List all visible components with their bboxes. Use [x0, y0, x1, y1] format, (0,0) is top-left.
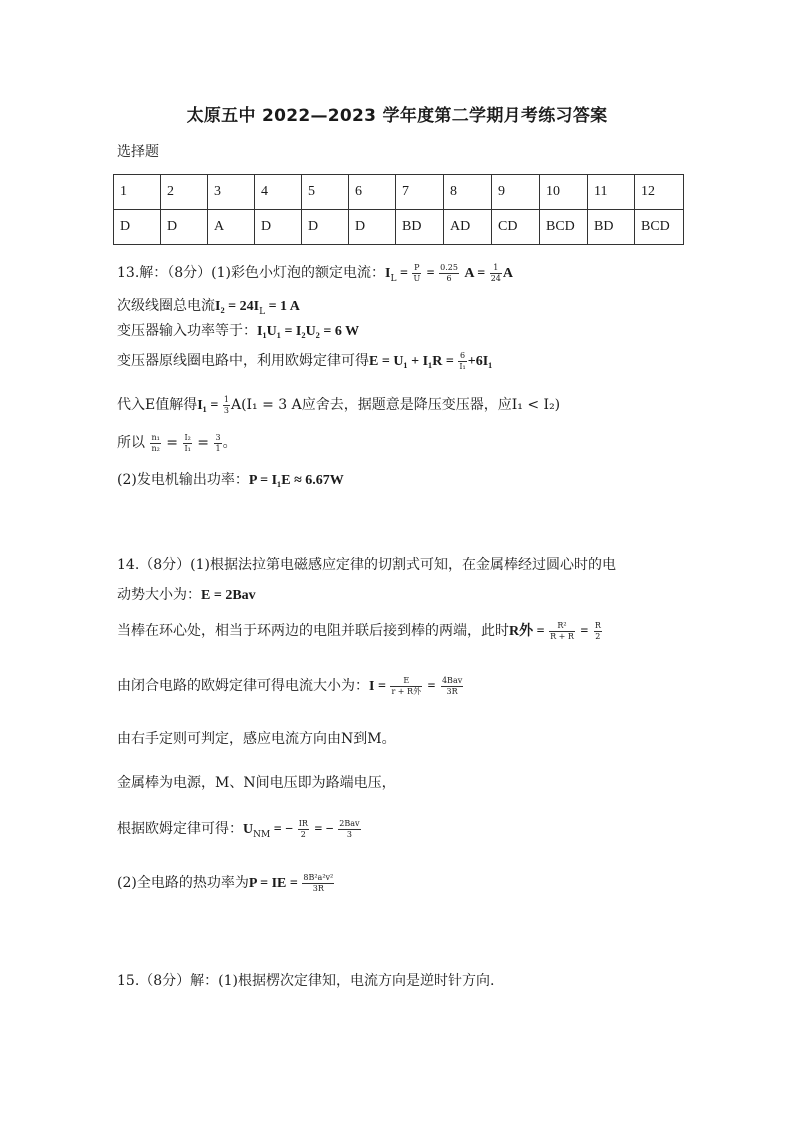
q14-line-2: [117, 584, 256, 604]
denominator: 3R: [312, 883, 324, 893]
denominator: 2: [595, 631, 601, 641]
text: 次级线圈总电流: [117, 298, 215, 314]
table-cell: D: [255, 210, 302, 245]
q14-line-8: [117, 872, 335, 894]
denominator: n₂: [151, 443, 160, 453]
table-row-answers: [114, 210, 684, 245]
q13-line-2: [117, 295, 300, 317]
q14-line-6: 金属棒为电源，M、N间电压即为路端电压，: [117, 775, 396, 791]
math: U: [243, 822, 254, 837]
math: =: [396, 266, 412, 281]
text: 。: [222, 435, 237, 451]
text: 代入E值解得: [117, 397, 198, 413]
math: E = 2Bav: [201, 588, 256, 603]
numerator: 0.25: [440, 262, 458, 272]
denominator: R + R: [550, 631, 574, 641]
math: I₁U₁ = I₂U₂ = 6 W: [257, 324, 360, 339]
denominator: 2: [300, 829, 306, 839]
table-cell: 6: [349, 175, 396, 210]
math: = −: [270, 822, 297, 837]
table-cell: D: [349, 210, 396, 245]
denominator: 3: [223, 405, 229, 415]
numerator: R: [594, 620, 601, 630]
text: 根据欧姆定律可得：: [117, 821, 243, 837]
numerator: 2Bav: [339, 818, 360, 828]
document-title: 太原五中 2022—2023 学年度第二学期月考练习答案: [186, 106, 608, 126]
text: 所以: [117, 435, 145, 451]
table-cell: 9: [492, 175, 540, 210]
table-cell: 3: [208, 175, 255, 210]
fraction: [441, 676, 463, 697]
math: =: [166, 435, 183, 451]
table-cell: BCD: [540, 210, 588, 245]
math: A: [502, 266, 514, 281]
text: 由闭合电路的欧姆定律可得电流大小为：: [117, 678, 369, 694]
fraction: [214, 433, 221, 454]
table-cell: BCD: [635, 210, 684, 245]
numerator: R²: [549, 621, 575, 632]
numerator: 4Bav: [441, 675, 463, 685]
fraction: [183, 433, 191, 454]
denominator: 24: [490, 273, 501, 283]
denominator: 6: [446, 273, 452, 283]
fraction: [490, 263, 502, 284]
q14-line-4: 由闭合电路的欧姆定律可得电流大小为：I = $\frac{E}{\text{r + R外}}$ = $\frac{\text{4Bav}}{3R}$: [117, 675, 463, 696]
denominator: 3: [346, 829, 352, 839]
denominator: 3R: [446, 686, 458, 696]
math: R外 =: [509, 624, 549, 639]
q14-line-5: 由右手定则可判定，感应电流方向由N到M。: [117, 731, 396, 747]
section-label: 选择题: [117, 144, 159, 160]
table-cell: 11: [588, 175, 635, 210]
table-cell: D: [302, 210, 349, 245]
table-cell: A: [208, 210, 255, 245]
q13-line-6: [117, 432, 237, 454]
q13-line-4: [117, 350, 492, 372]
math: I =: [369, 679, 390, 694]
fraction: [302, 873, 334, 894]
q13-line-1: [117, 262, 513, 284]
answer-table: [113, 174, 684, 245]
table-cell: 5: [302, 175, 349, 210]
math: P = I₁E ≈ 6.67W: [248, 473, 344, 488]
math: A =: [464, 266, 489, 281]
table-cell: 4: [255, 175, 302, 210]
math: P = IE =: [248, 876, 302, 891]
text: (2)发电机输出功率：: [117, 472, 249, 488]
math: =: [197, 435, 214, 451]
math: I₁ =: [197, 398, 222, 413]
table-cell: D: [114, 210, 161, 245]
fraction: [549, 621, 575, 642]
fraction: [458, 351, 466, 372]
denominator: I₁: [184, 443, 191, 453]
numerator: E: [390, 676, 422, 687]
math: E = U₁ + I₁R =: [369, 354, 458, 369]
numerator: 1: [223, 394, 229, 404]
fraction: [223, 395, 230, 416]
q13-line-5: [117, 394, 560, 416]
text: 变压器原线圈电路中，利用欧姆定律可得: [117, 353, 369, 369]
fraction: [439, 263, 459, 284]
table-cell: D: [161, 210, 208, 245]
text: 13.解：（8分）(1)彩色小灯泡的额定电流：: [117, 265, 386, 281]
text: (2)全电路的热功率为: [117, 875, 249, 891]
text: 动势大小为：: [117, 587, 201, 603]
fraction: [298, 819, 309, 840]
math: I₂ = 24I: [215, 299, 260, 314]
table-cell: 2: [161, 175, 208, 210]
numerator: 6: [459, 350, 466, 360]
math: I: [385, 266, 391, 281]
text: 变压器输入功率等于：: [117, 323, 257, 339]
table-cell: 12: [635, 175, 684, 210]
math: = 1 A: [265, 299, 300, 314]
math-sub: L: [259, 306, 266, 317]
table-cell: CD: [492, 210, 540, 245]
denominator: r + R外: [391, 686, 422, 696]
table-cell: BD: [396, 210, 444, 245]
fraction: [594, 621, 602, 642]
table-cell: 1: [114, 175, 161, 210]
text: 当棒在环心处，相当于环两边的电阻并联后接到棒的两端，此时: [117, 623, 509, 639]
table-cell: AD: [444, 210, 492, 245]
text: A(I₁ = 3 A应舍去，据题意是降压变压器，应I₁ < I₂): [230, 397, 561, 413]
q13-line-3: [117, 320, 359, 340]
q14-line-3: 当棒在环心处，相当于环两边的电阻并联后接到棒的两端，此时R外 = $\frac{\text{R²}}{R + R}$ = $\frac{R}{2}$: [117, 620, 601, 641]
math-sub: NM: [253, 829, 271, 840]
numerator: n₁: [151, 432, 160, 442]
denominator: I₁: [459, 361, 466, 371]
numerator: IR: [298, 818, 308, 828]
fraction: [412, 263, 421, 284]
fraction: [390, 676, 422, 697]
q15-line-1: 15.（8分）解：(1)根据楞次定律知，电流方向是逆时针方向.: [117, 973, 495, 989]
numerator: I₂: [184, 432, 191, 442]
math: =: [426, 266, 439, 281]
numerator: 1: [490, 263, 502, 274]
numerator: P: [414, 262, 420, 272]
math: +6I₁: [467, 354, 493, 369]
table-row-numbers: [114, 175, 684, 210]
denominator: U: [413, 273, 421, 283]
fraction: [150, 433, 160, 454]
math: = −: [314, 822, 338, 837]
q14-line-1: 14.（8分）(1)根据法拉第电磁感应定律的切割式可知，在金属棒经过圆心时的电: [117, 557, 617, 573]
q14-line-7: [117, 818, 362, 840]
q13-line-7: [117, 469, 344, 489]
numerator: 3: [215, 432, 221, 442]
table-cell: 10: [540, 175, 588, 210]
math-sub: L: [390, 273, 397, 284]
table-cell: 7: [396, 175, 444, 210]
table-cell: 8: [444, 175, 492, 210]
table-cell: BD: [588, 210, 635, 245]
numerator: 8B²a²v²: [303, 872, 334, 882]
fraction: [338, 819, 360, 840]
denominator: 1: [215, 443, 221, 453]
